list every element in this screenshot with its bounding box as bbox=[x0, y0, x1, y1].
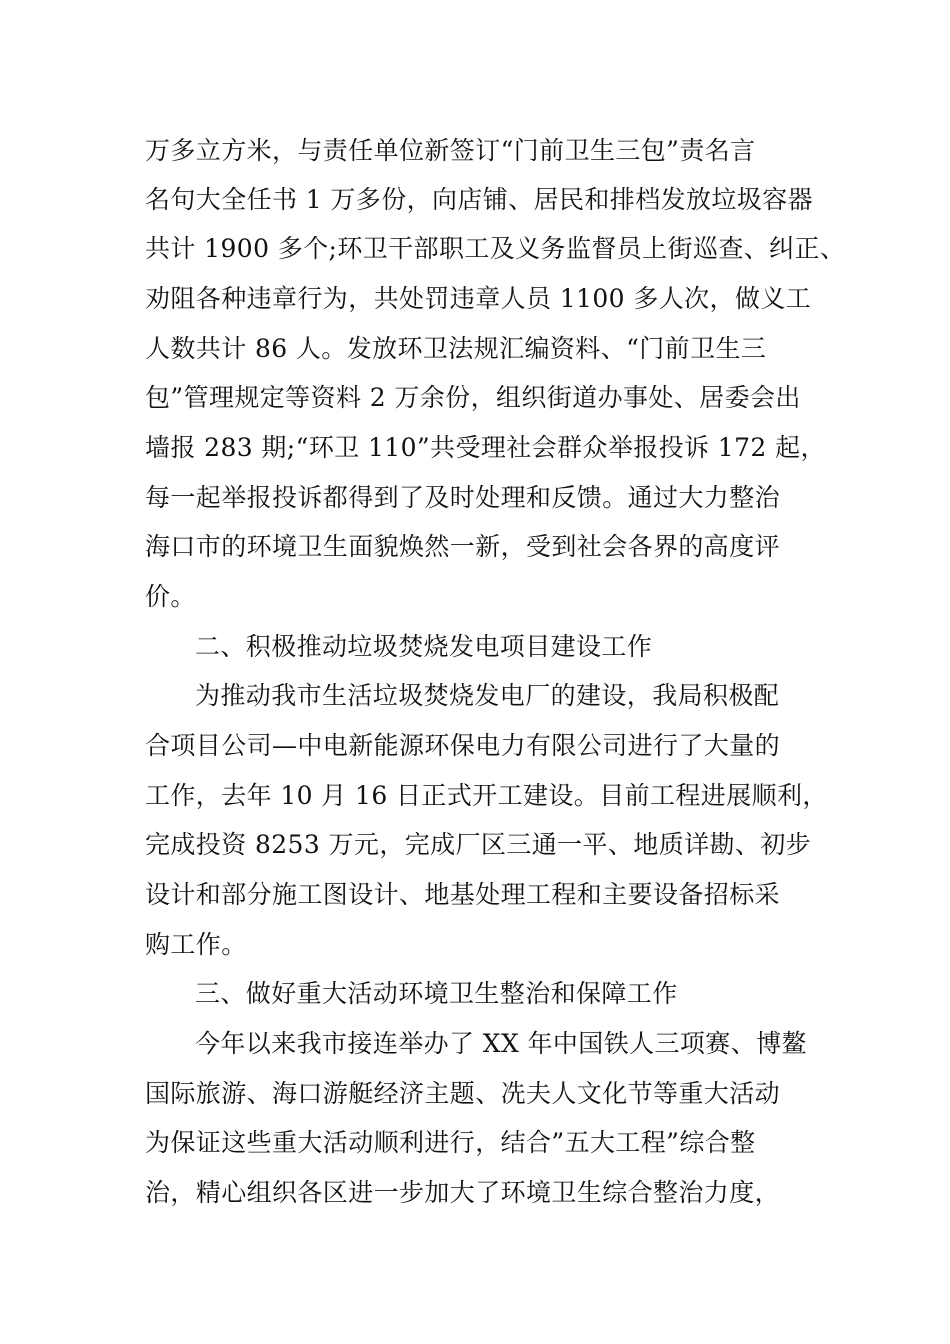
text-line: 海口市的环境卫生面貌焕然一新，受到社会各界的高度评 bbox=[145, 532, 781, 561]
text-line: 共计 1900 多个;环卫干部职工及义务监督员上街巡查、纠正、 bbox=[145, 234, 846, 263]
section-heading: 三、做好重大活动环境卫生整治和保障工作 bbox=[195, 979, 678, 1008]
text-line: 设计和部分施工图设计、地基处理工程和主要设备招标采 bbox=[145, 880, 781, 909]
text-line: 治，精心组织各区进一步加大了环境卫生综合整治力度， bbox=[145, 1178, 781, 1207]
text-line: 完成投资 8253 万元，完成厂区三通一平、地质详勘、初步 bbox=[145, 830, 812, 859]
text-line: 包”管理规定等资料 2 万余份，组织街道办事处、居委会出 bbox=[145, 383, 801, 412]
text-line: 劝阻各种违章行为，共处罚违章人员 1100 多人次，做义工 bbox=[145, 284, 812, 313]
text-line: 合项目公司—中电新能源环保电力有限公司进行了大量的 bbox=[145, 731, 781, 760]
text-line: 人数共计 86 人。发放环卫法规汇编资料、“门前卫生三 bbox=[145, 334, 767, 363]
text-line: 购工作。 bbox=[145, 930, 247, 959]
text-line: 万多立方米，与责任单位新签订“门前卫生三包”责名言 bbox=[145, 136, 756, 165]
text-line: 国际旅游、海口游艇经济主题、冼夫人文化节等重大活动 bbox=[145, 1079, 781, 1108]
paragraph-first-line: 为推动我市生活垃圾焚烧发电厂的建设，我局积极配 bbox=[195, 681, 780, 710]
text-line: 名句大全任书 1 万多份，向店铺、居民和排档发放垃圾容器 bbox=[145, 185, 814, 214]
text-line: 为保证这些重大活动顺利进行，结合”五大工程”综合整 bbox=[145, 1128, 756, 1157]
text-line: 价。 bbox=[145, 582, 196, 611]
text-line: 工作，去年 10 月 16 日正式开工建设。目前工程进展顺利， bbox=[145, 781, 828, 810]
paragraph-first-line: 今年以来我市接连举办了 XX 年中国铁人三项赛、博鳌 bbox=[195, 1029, 807, 1058]
text-line: 每一起举报投诉都得到了及时处理和反馈。通过大力整治 bbox=[145, 483, 781, 512]
section-heading: 二、积极推动垃圾焚烧发电项目建设工作 bbox=[195, 632, 653, 661]
text-line: 墙报 283 期;“环卫 110”共受理社会群众举报投诉 172 起， bbox=[145, 433, 826, 462]
